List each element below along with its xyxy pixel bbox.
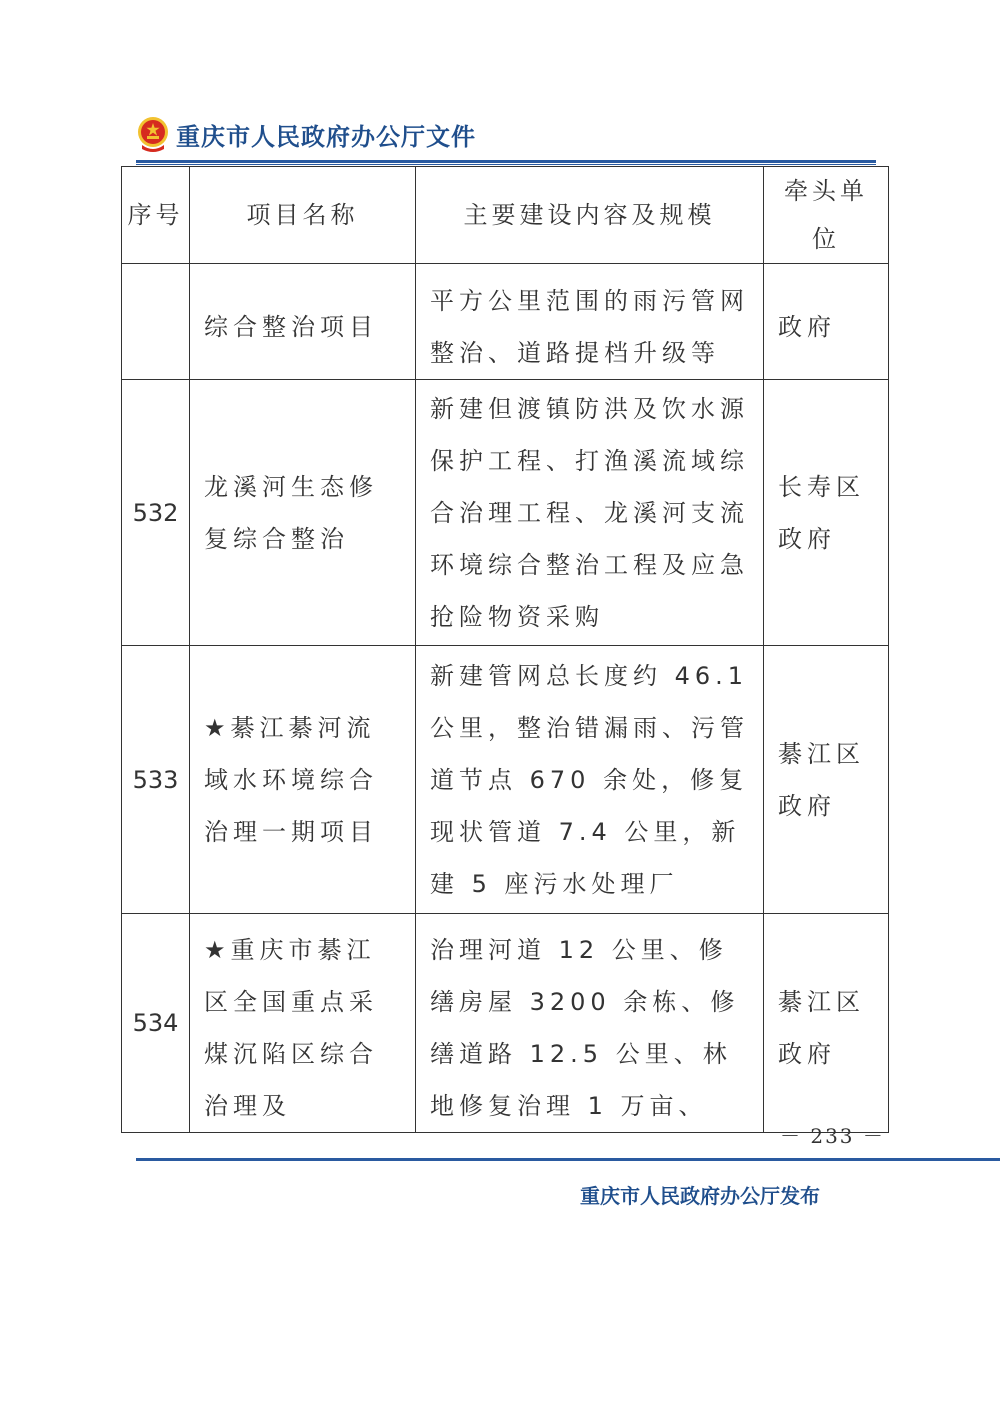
lead-unit: 长寿区政府 [764,380,889,646]
project-table [121,166,889,1133]
column-header: 牵头单位 [764,167,889,264]
construction-content: 新建但渡镇防洪及饮水源保护工程、打渔溪流域综合治理工程、龙溪河支流环境综合整治工程及应急抢险物资采购 [416,380,764,646]
project-name: ★綦江綦河流域水环境综合治理一期项目 [190,646,416,914]
header-rule [136,160,876,163]
construction-content: 治理河道 12 公里、修缮房屋 3200 余栋、修缮道路 12.5 公里、林地修复治理 1 万亩、 [416,914,764,1133]
column-header: 序号 [122,167,190,264]
header-title: 重庆市人民政府办公厅文件 [176,121,476,151]
table-header-row [122,167,889,264]
column-header: 主要建设内容及规模 [416,167,764,264]
document-header [136,112,476,156]
project-name: ★重庆市綦江区全国重点采煤沉陷区综合治理及 [190,914,416,1133]
lead-unit: 政府 [764,264,889,380]
table-row [122,914,889,1133]
footer-rule [136,1158,1000,1161]
row-number [122,264,190,380]
construction-content: 平方公里范围的雨污管网整治、道路提档升级等 [416,264,764,380]
column-header: 项目名称 [190,167,416,264]
table-row [122,380,889,646]
page-number: － 233 － [780,1124,885,1148]
header-rule-thin [136,164,876,165]
project-name: 龙溪河生态修复综合整治 [190,380,416,646]
row-number: 534 [122,914,190,1133]
table-row [122,646,889,914]
lead-unit: 綦江区政府 [764,914,889,1133]
construction-content: 新建管网总长度约 46.1 公里，整治错漏雨、污管道节点 670 余处，修复现状管道 7.4 公里，新建 5 座污水处理厂 [416,646,764,914]
table-row [122,264,889,380]
footer-publisher: 重庆市人民政府办公厅发布 [580,1184,820,1208]
project-name: 综合整治项目 [190,264,416,380]
row-number: 532 [122,380,190,646]
lead-unit: 綦江区政府 [764,646,889,914]
national-emblem-icon [136,115,170,153]
row-number: 533 [122,646,190,914]
